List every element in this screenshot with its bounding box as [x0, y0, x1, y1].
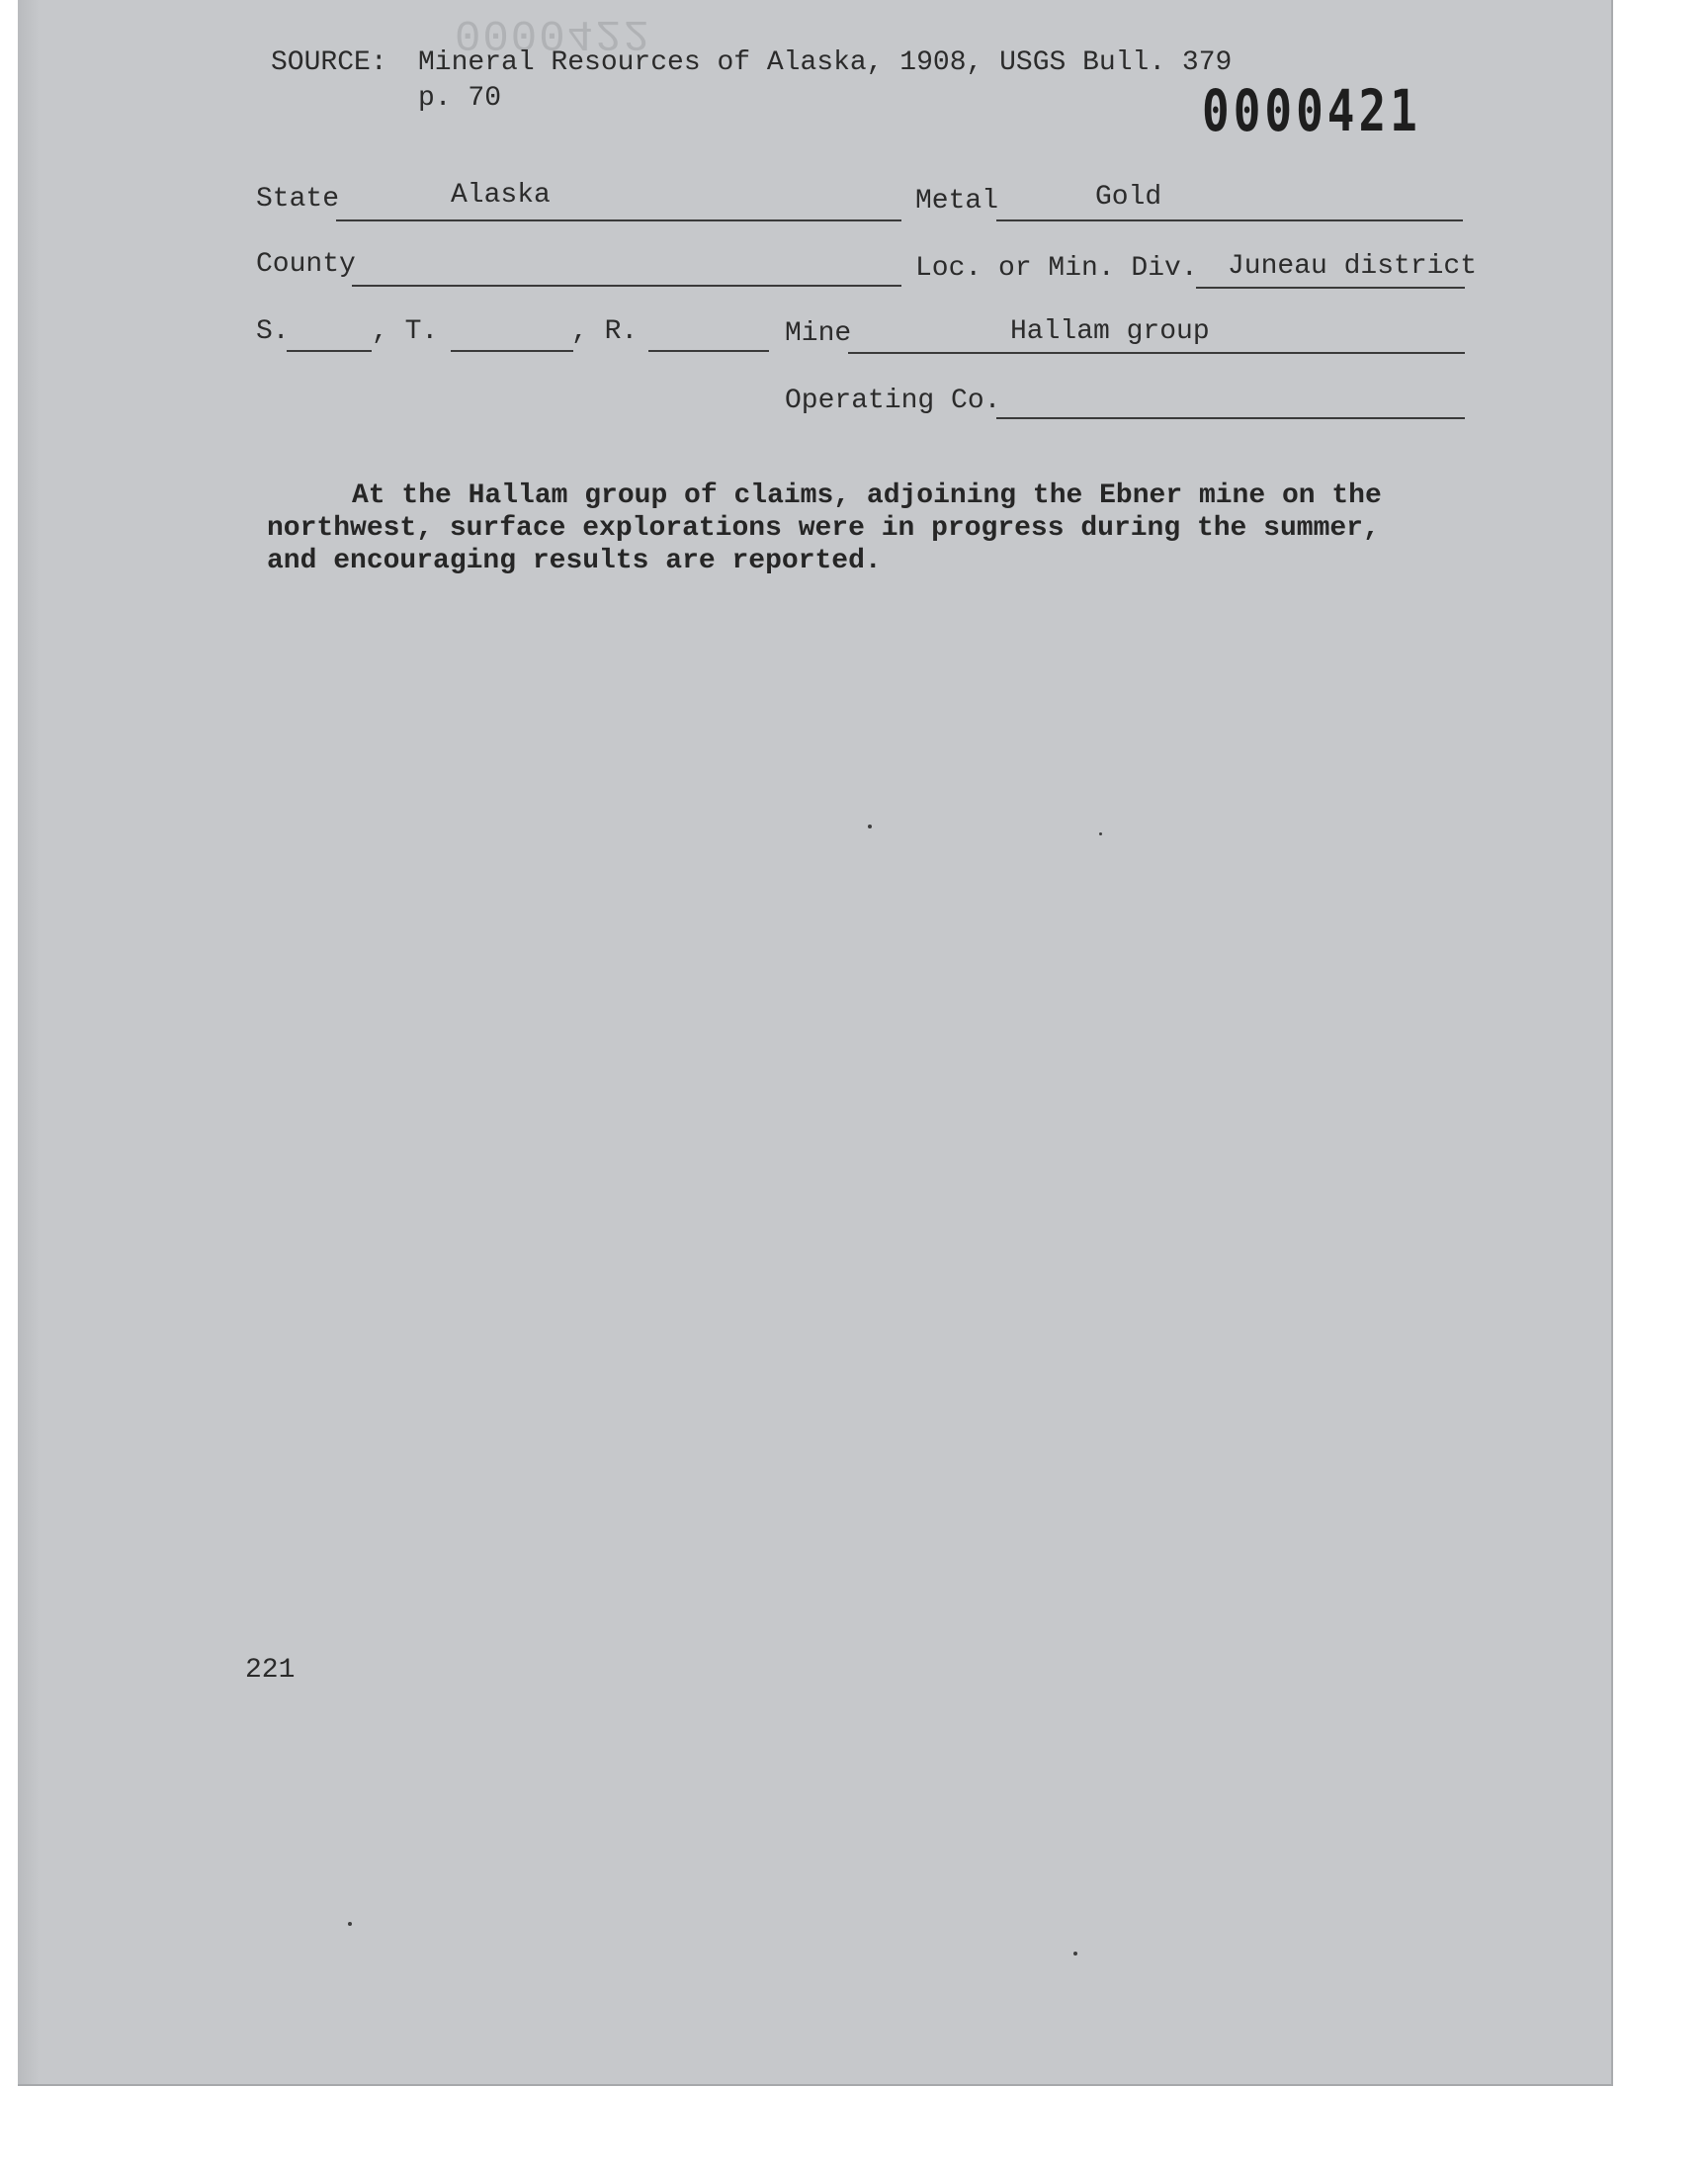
metal-value: Gold	[1095, 182, 1162, 213]
scan-speck	[1099, 832, 1102, 835]
source-line-2: p. 70	[418, 83, 502, 114]
state-label: State	[256, 184, 340, 215]
source-line-1: Mineral Resources of Alaska, 1908, USGS Bull. 379	[418, 47, 1233, 78]
mine-label: Mine	[785, 318, 852, 349]
section-underline	[287, 350, 372, 352]
ghost-bleed-through-number: 0000422	[455, 8, 651, 57]
scan-speck	[348, 1922, 352, 1926]
loc-div-value: Juneau district	[1228, 251, 1478, 282]
body-line: northwest, surface explorations were in progress during the summer,	[267, 513, 1380, 544]
body-paragraph	[267, 479, 1404, 577]
range-label: , R.	[571, 316, 639, 347]
state-underline	[336, 219, 901, 221]
mine-underline	[848, 352, 1465, 354]
loc-div-label: Loc. or Min. Div.	[915, 253, 1198, 284]
state-value: Alaska	[451, 180, 551, 211]
page-number: 221	[245, 1655, 296, 1686]
county-underline	[352, 285, 901, 287]
metal-underline	[996, 219, 1463, 221]
operating-co-label: Operating Co.	[785, 386, 1001, 416]
scan-speck	[1073, 1952, 1077, 1956]
operating-co-underline	[996, 417, 1465, 419]
township-label: , T.	[372, 316, 439, 347]
mine-value: Hallam group	[1010, 316, 1210, 347]
section-label: S.	[256, 316, 290, 347]
body-line: At the Hallam group of claims, adjoining the Ebner mine on the	[352, 480, 1382, 511]
county-label: County	[256, 249, 356, 280]
source-label: SOURCE:	[271, 47, 387, 78]
loc-div-underline	[1196, 287, 1465, 289]
document-sheet	[18, 0, 1613, 2086]
body-line: and encouraging results are reported.	[267, 546, 882, 576]
township-underline	[451, 350, 573, 352]
scan-speck	[868, 825, 872, 828]
range-underline	[648, 350, 769, 352]
sheet-edge-shadow	[18, 0, 40, 2084]
document-number-stamp: 0000421	[1202, 77, 1421, 144]
metal-label: Metal	[915, 186, 999, 217]
